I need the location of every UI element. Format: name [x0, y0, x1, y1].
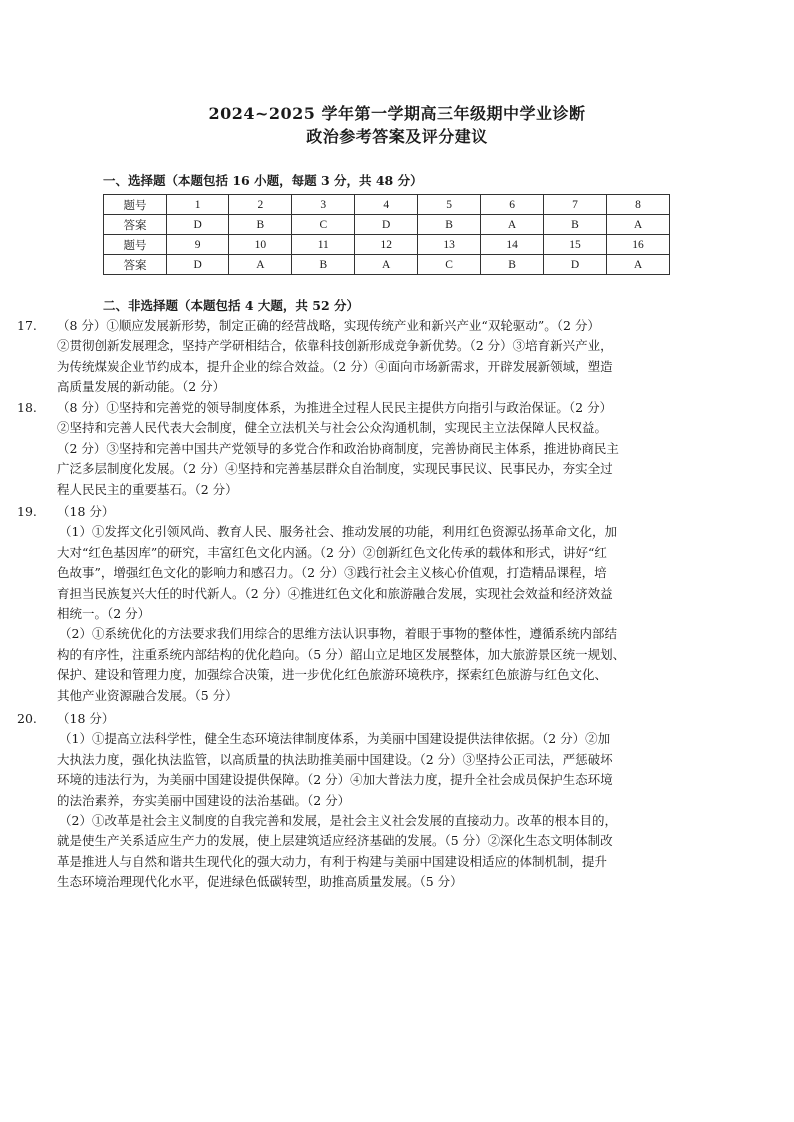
table-cell: 7 [544, 195, 607, 215]
answer-line: 的法治素养，夯实美丽中国建设的法治基础。（2 分） [57, 792, 351, 808]
answer-line: 大执法力度，强化执法监管，以高质量的执法助推美丽中国建设。（2 分）③坚持公正司法，严惩破坏 [57, 751, 613, 767]
answer-line: 相统一。（2 分） [57, 605, 151, 621]
table-cell: A [606, 215, 669, 235]
document-subtitle: 政治参考答案及评分建议 [306, 127, 488, 146]
table-cell: 8 [606, 195, 669, 215]
question-17 [17, 316, 717, 398]
answer-line: （2）①改革是社会主义制度的自我完善和发展，是社会主义社会发展的直接动力。改革的根本目的， [59, 812, 617, 828]
table-cell: B [292, 255, 355, 275]
answer-line: 就是使生产关系适应生产力的发展，使上层建筑适应经济基础的发展。（5 分）②深化生态文明体制改 [57, 833, 613, 849]
table-cell: A [229, 255, 292, 275]
table-cell: C [418, 255, 481, 275]
answer-line: 构的有序性，注重系统内部结构的优化趋向。（5 分）韶山立足地区发展整体，加大旅游景区统一规划、 [57, 646, 626, 662]
question-number: 17. [17, 318, 37, 333]
answer-line: 其他产业资源融合发展。（5 分） [57, 687, 238, 703]
answer-line: 程人民民主的重要基石。（2 分） [57, 481, 238, 497]
table-cell: 14 [481, 235, 544, 255]
table-cell: 15 [544, 235, 607, 255]
answer-line [17, 502, 717, 522]
answer-line: ②坚持和完善人民代表大会制度，健全立法机关与社会公众沟通机制，实现民主立法保障人民权益。 [57, 420, 608, 436]
answer-line: 育担当民族复兴大任的时代新人。（2 分）④推进红色文化和旅游融合发展，实现社会效益和经济效益 [57, 585, 613, 601]
table-cell: B [544, 215, 607, 235]
answer-line: 色故事”，增强红色文化的影响力和感召力。（2 分）③践行社会主义核心价值观，打造精品课程，培 [57, 565, 607, 581]
answer-line [17, 709, 717, 729]
answer-line: （2 分）③坚持和完善中国共产党领导的多党合作和政治协商制度，完善协商民主体系，推进协商民主 [57, 440, 619, 456]
table-row [104, 195, 670, 215]
score-text: （18 分） [57, 711, 115, 726]
table-row [104, 215, 670, 235]
answer-line: （2）①系统优化的方法要求我们用综合的思维方法认识事物，着眼于事物的整体性，遵循系统内部结 [59, 626, 617, 642]
answer-line: ②贯彻创新发展理念，坚持产学研相结合，依靠科技创新形成竞争新优势。（2 分）③培育新兴产业， [57, 338, 613, 354]
table-cell: 11 [292, 235, 355, 255]
table-cell: 5 [418, 195, 481, 215]
answer-line: 广泛多层制度化发展。（2 分）④坚持和完善基层群众自治制度，实现民事民议、民事民办，夯实全过 [57, 461, 613, 477]
table-cell: D [166, 215, 228, 235]
section-1-heading: 一、选择题（本题包括 16 小题，每题 3 分，共 48 分） [103, 173, 423, 188]
table-cell: 2 [229, 195, 292, 215]
table-cell: 4 [355, 195, 418, 215]
question-number: 19. [17, 504, 37, 519]
answer-line: 保护、建设和管理力度，加强综合决策，进一步优化红色旅游环境秩序，探索红色旅游与红色文化、 [57, 667, 608, 683]
answer-line: 高质量发展的新动能。（2 分） [57, 379, 226, 395]
table-row [104, 255, 670, 275]
answer-line: 生态环境治理现代化水平，促进绿色低碳转型，助推高质量发展。（5 分） [57, 874, 463, 890]
table-cell: 12 [355, 235, 418, 255]
question-20 [17, 709, 717, 893]
answer-line: 为传统煤炭企业节约成本，提升企业的综合效益。（2 分）④面向市场新需求，开辟发展新领域，塑造 [57, 358, 613, 374]
table-cell: B [418, 215, 481, 235]
table-cell: D [355, 215, 418, 235]
score-text: （18 分） [57, 504, 115, 519]
answer-line: 革是推进人与自然和谐共生现代化的强大动力，有利于构建与美丽中国建设相适应的体制机制，提升 [57, 853, 608, 869]
table-cell: A [355, 255, 418, 275]
table-cell: 10 [229, 235, 292, 255]
table-cell: 答案 [104, 215, 167, 235]
table-row [104, 235, 670, 255]
table-cell: C [292, 215, 355, 235]
table-cell: 题号 [104, 195, 167, 215]
document-title: 2024~2025 学年第一学期高三年级期中学业诊断 [208, 104, 586, 123]
question-19 [17, 502, 717, 706]
answer-text: （8 分）①顺应发展新形势，制定正确的经营战略，实现传统产业和新兴产业“双轮驱动”。（2 分） [57, 318, 600, 333]
table-cell: 13 [418, 235, 481, 255]
table-cell: 答案 [104, 255, 167, 275]
table-cell: 1 [166, 195, 228, 215]
answer-line: （1）①提高立法科学性，健全生态环境法律制度体系，为美丽中国建设提供法律依据。（2 分）②加 [59, 731, 611, 747]
table-cell: B [481, 255, 544, 275]
answer-line [17, 398, 717, 418]
table-cell: 题号 [104, 235, 167, 255]
table-cell: 3 [292, 195, 355, 215]
section-2-heading: 二、非选择题（本题包括 4 大题，共 52 分） [103, 298, 360, 313]
table-cell: 9 [166, 235, 228, 255]
table-cell: D [544, 255, 607, 275]
table-cell: 16 [606, 235, 669, 255]
table-cell: D [166, 255, 228, 275]
answer-line: 大对“红色基因库”的研究，丰富红色文化内涵。（2 分）②创新红色文化传承的载体和形式，讲好“红 [57, 544, 607, 560]
answer-table [103, 194, 670, 275]
table-cell: 6 [481, 195, 544, 215]
question-18 [17, 398, 717, 500]
table-cell: A [481, 215, 544, 235]
question-number: 18. [17, 400, 37, 415]
table-cell: B [229, 215, 292, 235]
table-cell: A [606, 255, 669, 275]
answer-text: （8 分）①坚持和完善党的领导制度体系，为推进全过程人民民主提供方向指引与政治保证。（2 分） [57, 400, 613, 415]
question-number: 20. [17, 711, 37, 726]
answer-line: （1）①发挥文化引领风尚、教育人民、服务社会、推动发展的功能，利用红色资源弘扬革命文化，加 [59, 524, 617, 540]
answer-line [17, 316, 717, 336]
answer-line: 环境的违法行为，为美丽中国建设提供保障。（2 分）④加大普法力度，提升全社会成员保护生态环境 [57, 772, 613, 788]
